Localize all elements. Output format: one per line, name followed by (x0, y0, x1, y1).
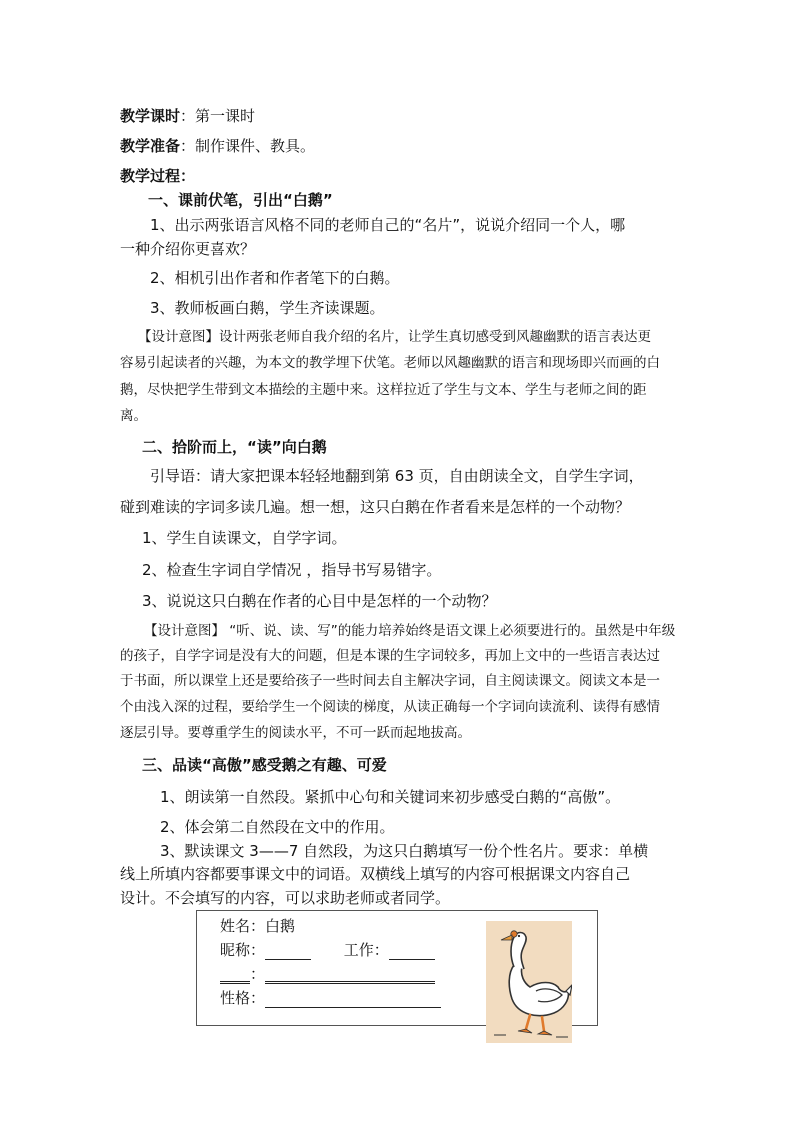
section-2-title: 二、拾阶而上，“读”向白鹅 (142, 438, 327, 456)
section-1-title: 一、课前伏笔，引出“白鹅” (148, 191, 333, 209)
design-intent-line: 个由浅入深的过程，要给学生一个阅读的梯度，从读正确每一个字词向读流利、读得有感情 (120, 699, 660, 715)
design-intent-line: 【设计意图】设计两张老师自我介绍的名片，让学生真切感受到风趣幽默的语言表达更 (138, 329, 651, 345)
lesson-period-label: 教学课时 (120, 107, 181, 125)
lesson-period-value: ：第一课时 (180, 107, 256, 125)
section-3-title: 三、品读“高傲”感受鹅之有趣、可爱 (142, 756, 387, 774)
paragraph-line: 2、相机引出作者和作者笔下的白鹅。 (150, 269, 400, 287)
paragraph-line: 设计。不会填写的内容，可以求助老师或者同学。 (120, 889, 451, 907)
card-nickname-label: 昵称： (220, 941, 266, 959)
design-intent-line: 容易引起读者的兴趣，为本文的教学埋下伏笔。老师以风趣幽默的语言和现场即兴而画的白 (120, 355, 660, 371)
paragraph-line: 一种介绍你更喜欢？ (120, 240, 256, 258)
card-job-label: 工作： (343, 941, 389, 959)
personality-blank[interactable] (265, 993, 441, 1008)
custom-value-blank[interactable] (265, 969, 435, 984)
job-blank[interactable] (389, 945, 435, 960)
lesson-prep (120, 136, 315, 156)
paragraph-line: 引导语：请大家把课本轻轻地翻到第 63 页，自由朗读全文，自学生字词， (150, 467, 644, 485)
card-personality-row (220, 988, 441, 1008)
lesson-period (120, 106, 255, 126)
nickname-blank[interactable] (265, 945, 311, 960)
paragraph-line: 2、体会第二自然段在文中的作用。 (160, 818, 395, 836)
card-custom-row (220, 964, 435, 984)
process-heading: 教学过程： (120, 167, 196, 185)
paragraph-line: 3、默读课文 3——7 自然段，为这只白鹅填写一份个性名片。要求：单横 (160, 842, 649, 860)
lesson-prep-label: 教学准备 (120, 137, 181, 155)
design-intent-line: 【设计意图】 “听、说、读、写”的能力培养始终是语文课上必须要进行的。虽然是中年级 (144, 623, 676, 639)
paragraph-line: 1、出示两张语言风格不同的老师自己的“名片”，说说介绍同一个人，哪 (150, 216, 626, 234)
design-intent-line: 的孩子，自学字词是没有大的问题，但是本课的生字词较多，再加上文中的一些语言表达过 (120, 648, 660, 664)
design-intent-line: 于书面，所以课堂上还是要给孩子一些时间去自主解决字词，自主阅读课文。阅读文本是一 (120, 673, 660, 689)
card-nickname-row (220, 940, 435, 960)
paragraph-line: 3、说说这只白鹅在作者的心目中是怎样的一个动物？ (142, 592, 497, 610)
design-intent-line: 离。 (120, 408, 147, 424)
lesson-prep-value: ：制作课件、教具。 (180, 137, 316, 155)
paragraph-line: 1、学生自读课文，自学字词。 (142, 529, 347, 547)
paragraph-line: 3、教师板画白鹅，学生齐读课题。 (150, 299, 385, 317)
paragraph-line: 1、朗读第一自然段。紧抓中心句和关键词来初步感受白鹅的“高傲”。 (160, 788, 621, 806)
design-intent-line: 逐层引导。要尊重学生的阅读水平，不可一跃而起地拔高。 (120, 725, 471, 741)
card-personality-label: 性格： (220, 989, 266, 1007)
paragraph-line: 2、检查生字词自学情况 ，指导书写易错字。 (142, 561, 442, 579)
goose-illustration (486, 921, 572, 1043)
design-intent-line: 鹅，尽快把学生带到文本描绘的主题中来。这样拉近了学生与文本、学生与老师之间的距 (120, 382, 647, 398)
paragraph-line: 碰到难读的字词多读几遍。想一想，这只白鹅在作者看来是怎样的一个动物？ (120, 498, 631, 516)
custom-label-blank[interactable] (220, 969, 250, 984)
card-colon: ： (250, 965, 266, 983)
paragraph-line: 线上所填内容都要事课文中的词语。双横线上填写的内容可根据课文内容自己 (120, 865, 631, 883)
card-name: 姓名：白鹅 (220, 917, 296, 935)
